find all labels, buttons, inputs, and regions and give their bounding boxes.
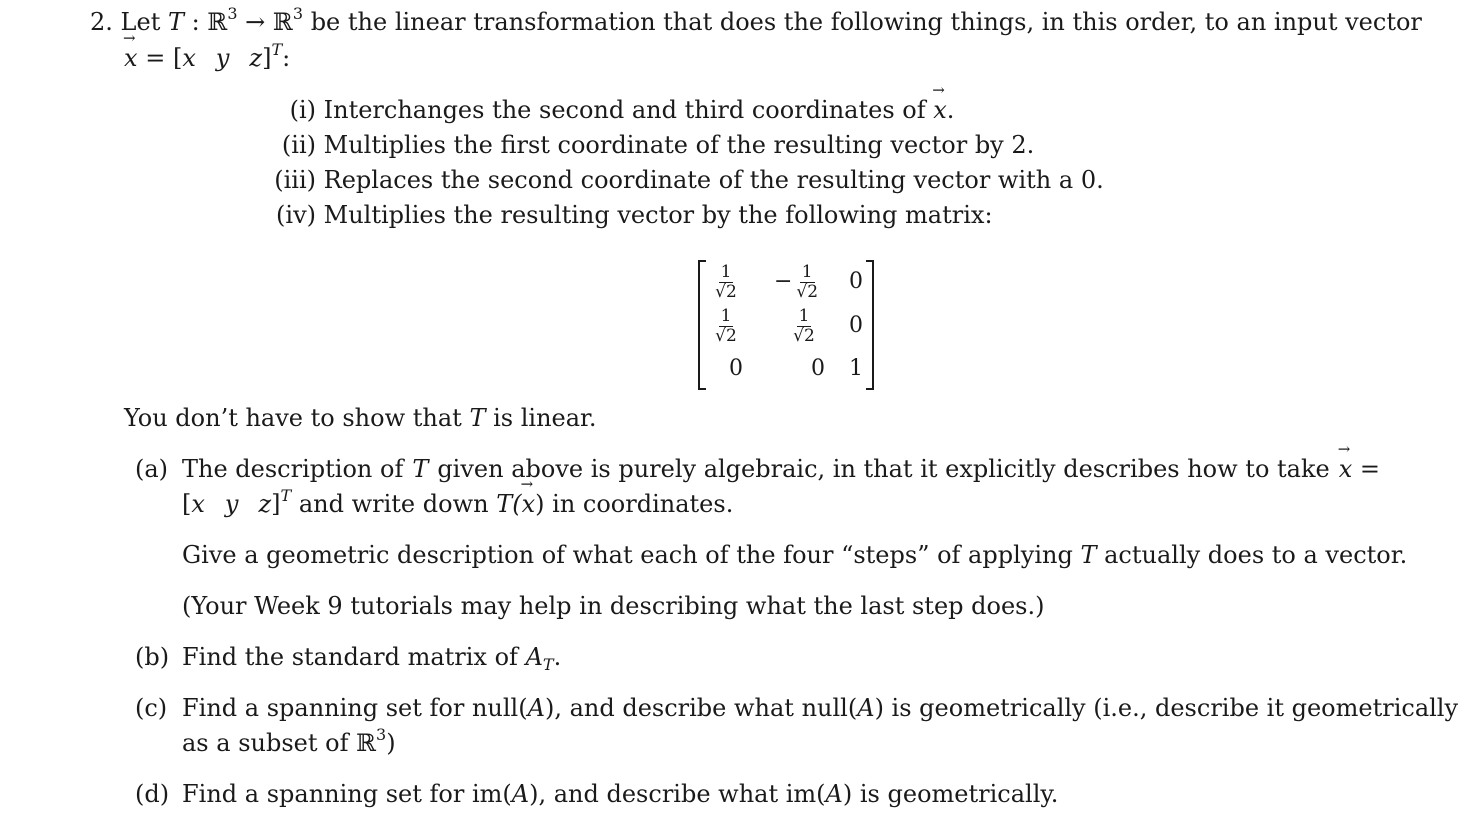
part-a-hint: (Your Week 9 tutorials may help in describing what the last step does.) — [182, 592, 1045, 620]
matrix-cell-1-1: 1 √2 — [715, 261, 737, 302]
step-ii: (ii) Multiplies the first coordinate of the resulting vector by 2. — [281, 131, 1035, 159]
rotation-matrix — [698, 260, 874, 388]
part-a-line2: [x y z]$^T$ and write down T(→ x) in coordinates. — [182, 492, 733, 516]
part-d-label: (d) — [135, 780, 170, 808]
linearity-note: You don’t have to show that T is linear. — [124, 404, 597, 432]
matrix-left-bracket — [698, 260, 706, 390]
part-a-line1: The description of T given above is purely algebraic, in that it explicitly describes how to take → x = — [182, 457, 1380, 481]
problem-intro: 2. Let T : ℝ$^3$ → ℝ$^3$ be the linear transformation that does the following things, in this order, to an input vector — [90, 4, 1422, 36]
step-iii: (iii) Replaces the second coordinate of the resulting vector with a 0. — [274, 166, 1104, 194]
part-b-text: Find the standard matrix of $A_T$. — [182, 643, 562, 674]
matrix-cell-2-3: 0 — [849, 313, 863, 338]
matrix-cell-3-1: 0 — [729, 356, 743, 381]
matrix-cell-2-2: 1 √2 — [793, 305, 815, 346]
part-c-label: (c) — [135, 694, 168, 722]
step-i: (i) Interchanges the second and third coordinates of → x. — [260, 98, 954, 122]
part-a-geometric-question: Give a geometric description of what each of the four “steps” of applying T actually does to a vector. — [182, 541, 1408, 569]
matrix-cell-3-2: 0 — [811, 356, 825, 381]
part-b-label: (b) — [135, 643, 170, 671]
part-a-label: (a) — [135, 455, 169, 483]
step-iv: (iv) Multiplies the resulting vector by the following matrix: — [276, 201, 993, 229]
matrix-cell-1-3: 0 — [849, 269, 863, 294]
matrix-cell-1-2: − $\frac{1}{√2}$ — [773, 261, 819, 302]
input-vector-definition: → x = [x y z]$^T$: — [124, 46, 290, 70]
matrix-cell-3-3: 1 — [849, 356, 863, 381]
part-d-text: Find a spanning set for im(A), and describe what im(A) is geometrically. — [182, 780, 1059, 808]
matrix-cell-2-1: 1 √2 — [715, 305, 737, 346]
part-c-line2: as a subset of ℝ$^3$) — [182, 725, 396, 757]
problem-number: 2. — [90, 8, 113, 36]
part-c-line1: Find a spanning set for null(A), and describe what null(A) is geometrically (i.e., describe it geometrically — [182, 694, 1459, 722]
